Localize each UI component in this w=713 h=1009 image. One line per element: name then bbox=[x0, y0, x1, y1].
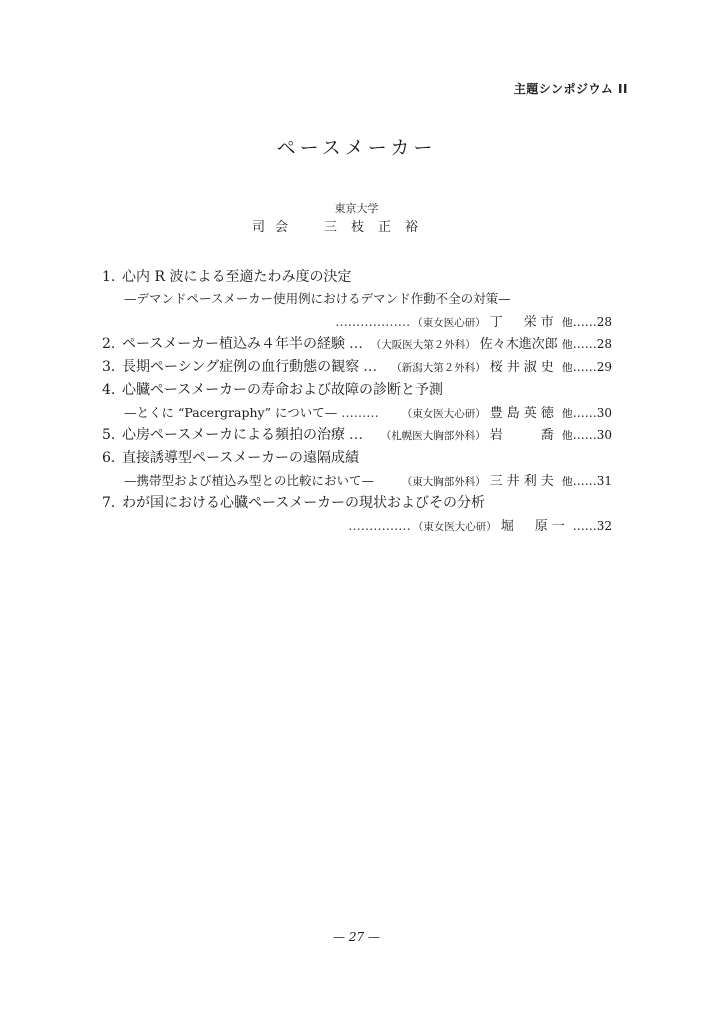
toc-entry-title-row bbox=[102, 379, 612, 402]
toc-entry-6 bbox=[102, 447, 612, 492]
toc-entry-title-row bbox=[102, 447, 612, 470]
page-number: — 27 — bbox=[333, 930, 380, 944]
toc-entry-1 bbox=[102, 266, 612, 333]
entry-page: 30 bbox=[596, 406, 612, 420]
entry-subtitle: —デマンドペースメーカー使用例におけるデマンド作動不全の対策— bbox=[124, 291, 511, 306]
entry-subtitle: —とくに “Pacergraphy” について— bbox=[124, 405, 338, 420]
entry-number: 2. bbox=[102, 336, 116, 352]
chair-name: 三枝正裕 bbox=[324, 220, 433, 235]
entry-leader: … bbox=[349, 336, 364, 352]
entry-page-leader: …… bbox=[572, 406, 597, 420]
entry-page-leader: …… bbox=[572, 428, 597, 442]
entry-etal: 他 bbox=[561, 429, 573, 442]
entry-title: 心内 R 波による至適たわみ度の決定 bbox=[122, 269, 352, 285]
entry-author: 堀 原一 bbox=[500, 519, 569, 534]
entry-title: ペースメーカー植込み４年半の経験 bbox=[122, 336, 346, 352]
entry-page: 31 bbox=[596, 474, 612, 488]
entry-etal: 他 bbox=[561, 407, 573, 420]
entry-page: 28 bbox=[596, 315, 612, 329]
chair-role: 司会 bbox=[252, 220, 299, 235]
entry-number: 6. bbox=[102, 450, 116, 466]
entry-etal: 他 bbox=[561, 338, 573, 351]
entry-institution: （札幌医大胸部外科） bbox=[380, 430, 486, 442]
entry-institution: （東女医心研） bbox=[412, 317, 486, 329]
entry-leader: ……………… bbox=[335, 314, 411, 329]
entry-title: 心臓ペースメーカーの寿命および故障の診断と予測 bbox=[122, 382, 444, 398]
entry-number: 3. bbox=[102, 359, 116, 375]
entry-page-leader: …… bbox=[572, 360, 597, 374]
toc-entry-subtitle-row bbox=[102, 402, 612, 424]
entry-page: 29 bbox=[596, 360, 612, 374]
entry-title: 直接誘導型ペースメーカーの遠隔成績 bbox=[122, 450, 360, 466]
toc-entry-title-row bbox=[102, 356, 612, 379]
toc-entry-title-row bbox=[102, 333, 612, 356]
entry-leader: …………… bbox=[348, 518, 411, 533]
toc-entry-4 bbox=[102, 379, 612, 424]
entry-title: 心房ペースメーカによる頻拍の治療 bbox=[122, 427, 346, 443]
entry-number: 1. bbox=[102, 269, 116, 285]
entry-author: 佐々木進次郎 bbox=[479, 337, 558, 352]
entry-etal: 他 bbox=[561, 316, 573, 329]
entry-page: 30 bbox=[596, 428, 612, 442]
entry-page-leader: …… bbox=[572, 337, 597, 351]
entry-page-leader: …… bbox=[572, 519, 597, 533]
entry-author: 桜井淑史 bbox=[489, 360, 558, 375]
entry-number: 4. bbox=[102, 382, 116, 398]
entry-number: 7. bbox=[102, 495, 116, 511]
toc-entry-title-row bbox=[102, 492, 612, 515]
entry-leader: … bbox=[349, 427, 364, 443]
entry-subtitle: —携帯型および植込み型との比較において— bbox=[124, 473, 375, 488]
toc-entry-title-row bbox=[102, 424, 612, 447]
toc-entry-subtitle-row bbox=[102, 289, 612, 311]
toc-entry-meta-row bbox=[102, 515, 612, 537]
entry-institution: （東女医大心研） bbox=[401, 408, 486, 420]
page-title: ペースメーカー bbox=[276, 137, 437, 159]
section-header: 主題シンポジウム II bbox=[513, 82, 628, 96]
entry-title: わが国における心臓ペースメーカーの現状およびその分析 bbox=[122, 495, 486, 511]
entry-page: 28 bbox=[596, 337, 612, 351]
entry-institution: （新潟大第２外科） bbox=[391, 362, 486, 374]
toc-entry-meta-row bbox=[102, 311, 612, 333]
entry-etal: 他 bbox=[561, 475, 573, 488]
entry-author: 三井利夫 bbox=[489, 474, 558, 489]
entry-leader: … bbox=[363, 359, 378, 375]
entry-page-leader: …… bbox=[572, 474, 597, 488]
entry-author: 豊島英徳 bbox=[489, 406, 558, 421]
entry-institution: （大阪医大第２外科） bbox=[370, 339, 476, 351]
entry-page-leader: …… bbox=[572, 315, 597, 329]
entry-institution: （東女医大心研） bbox=[412, 521, 497, 533]
entry-institution: （東大胸部外科） bbox=[401, 476, 486, 488]
entry-number: 5. bbox=[102, 427, 116, 443]
entry-author: 丁 栄市 bbox=[489, 315, 558, 330]
entry-title: 長期ペーシング症例の血行動態の観察 bbox=[122, 359, 360, 375]
toc-entry-title-row bbox=[102, 266, 612, 289]
toc-entry-2 bbox=[102, 333, 612, 356]
toc-entry-subtitle-row bbox=[102, 470, 612, 492]
toc-entry-5 bbox=[102, 424, 612, 447]
toc-entry-7 bbox=[102, 492, 612, 537]
table-of-contents bbox=[102, 266, 612, 537]
entry-leader: ……… bbox=[341, 405, 379, 420]
entry-author: 岩 喬 bbox=[489, 428, 558, 443]
entry-etal: 他 bbox=[561, 361, 573, 374]
chair-line bbox=[252, 216, 432, 235]
toc-entry-3 bbox=[102, 356, 612, 379]
chair-affiliation: 東京大学 bbox=[334, 202, 379, 215]
entry-page: 32 bbox=[596, 519, 612, 533]
